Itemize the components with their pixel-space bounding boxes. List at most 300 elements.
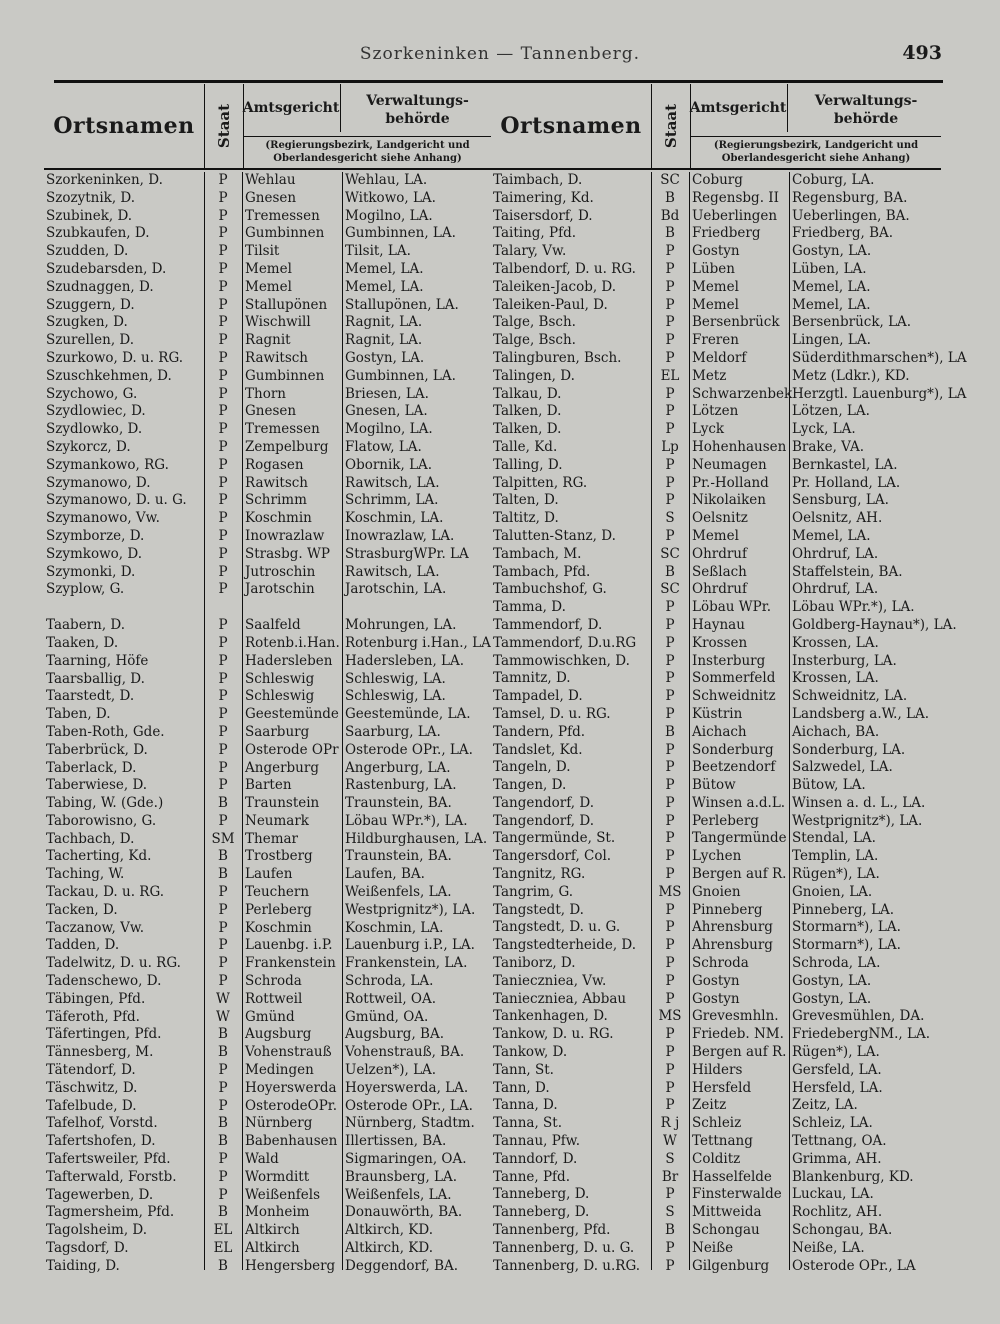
amtsgericht: Löbau WPr. — [692, 599, 771, 616]
verwaltungsbehoerde: Pinneberg, LA. — [792, 901, 895, 918]
state-code: SC — [660, 581, 680, 598]
header-note: (Regierungsbezirk, Landgericht und Oberlandesgericht siehe Anhang) — [244, 136, 491, 166]
table-row — [491, 368, 941, 386]
place-name: Talkau, D. — [493, 385, 562, 402]
table-row — [44, 475, 491, 493]
verwaltungsbehoerde: Tettnang, OA. — [792, 1133, 887, 1150]
state-code: R j — [660, 1115, 680, 1132]
amtsgericht: Angerburg — [245, 759, 319, 776]
place-name: Tann, D. — [493, 1079, 550, 1096]
table-row — [44, 403, 491, 421]
place-name: Taarstedt, D. — [46, 688, 135, 705]
table-row — [44, 1009, 491, 1027]
verwaltungsbehoerde: Gnesen, LA. — [345, 403, 428, 420]
state-code: P — [218, 955, 228, 972]
table-row — [44, 902, 491, 920]
amtsgericht: Ahrensburg — [692, 919, 773, 936]
table-row — [491, 884, 941, 902]
amtsgericht: Ohrdruf — [692, 545, 748, 562]
amtsgericht: Hilders — [692, 1061, 743, 1078]
place-name: Tankenhagen, D. — [493, 1008, 608, 1025]
amtsgericht: Altkirch — [245, 1240, 300, 1257]
place-name: Tangersdorf, Col. — [493, 848, 612, 865]
verwaltungsbehoerde: Sonderburg, LA. — [792, 741, 906, 758]
state-code: P — [665, 349, 675, 366]
verwaltungsbehoerde: Lauenburg i.P., LA. — [345, 937, 475, 954]
amtsgericht: Wormditt — [245, 1168, 310, 1185]
verwaltungsbehoerde: Weißenfels, LA. — [345, 1186, 452, 1203]
state-code: P — [665, 955, 675, 972]
table-row — [44, 1062, 491, 1080]
amtsgericht: Hasselfelde — [692, 1168, 772, 1185]
right-column-table — [491, 84, 967, 1284]
table-row — [491, 653, 941, 671]
place-name: Taarsballig, D. — [46, 670, 145, 687]
table-row — [491, 1186, 941, 1204]
verwaltungsbehoerde: Flatow, LA. — [345, 438, 422, 455]
verwaltungsbehoerde: Mohrungen, LA. — [345, 617, 457, 634]
amtsgericht: Gumbinnen — [245, 367, 325, 384]
state-code: W — [216, 1008, 230, 1025]
table-row — [44, 688, 491, 706]
state-code: Br — [661, 1168, 679, 1185]
state-code: P — [218, 296, 228, 313]
place-name: Szorkeninken, D. — [46, 172, 163, 188]
state-code: P — [665, 777, 675, 794]
verwaltungsbehoerde: Landsberg a.W., LA. — [792, 705, 930, 722]
state-code: P — [218, 243, 228, 260]
table-row — [491, 830, 941, 848]
place-name: Tannenberg, Pfd. — [493, 1222, 611, 1239]
table-header — [491, 84, 941, 170]
table-row — [44, 510, 491, 528]
place-name: Talge, Bsch. — [493, 314, 576, 331]
verwaltungsbehoerde: Rochlitz, AH. — [792, 1204, 883, 1221]
amtsgericht: Finsterwalde — [692, 1186, 782, 1203]
verwaltungsbehoerde: Memel, LA. — [792, 296, 871, 313]
state-code: S — [665, 1204, 675, 1221]
state-code: P — [665, 741, 675, 758]
verwaltungsbehoerde: Saarburg, LA. — [345, 723, 441, 740]
table-row — [491, 297, 941, 315]
place-name: Taberwiese, D. — [46, 777, 148, 794]
amtsgericht: Gostyn — [692, 990, 740, 1007]
amtsgericht: Ohrdruf — [692, 581, 748, 598]
amtsgericht: Strasbg. WP — [245, 545, 330, 562]
state-code: P — [218, 706, 228, 723]
place-name: Szymanowo, D. — [46, 474, 151, 491]
verwaltungsbehoerde: Sensburg, LA. — [792, 492, 889, 509]
table-row — [491, 279, 941, 297]
state-code: P — [218, 314, 228, 331]
place-name: Szugken, D. — [46, 314, 128, 331]
verwaltungsbehoerde: Hadersleben, LA. — [345, 652, 465, 669]
table-row — [44, 208, 491, 226]
table-row — [491, 955, 941, 973]
place-name: Taniborz, D. — [493, 955, 576, 972]
place-name: Tangstedt, D. u. G. — [493, 919, 621, 936]
verwaltungsbehoerde: Illertissen, BA. — [345, 1133, 447, 1150]
verwaltungsbehoerde: Augsburg, BA. — [345, 1026, 444, 1043]
place-name: Talling, D. — [493, 456, 563, 473]
state-code: B — [665, 189, 675, 206]
table-row — [44, 742, 491, 760]
verwaltungsbehoerde: Grimma, AH. — [792, 1150, 882, 1167]
state-code: P — [665, 972, 675, 989]
amtsgericht: Themar — [245, 830, 298, 847]
place-name: Talle, Kd. — [493, 438, 558, 455]
state-code: P — [218, 812, 228, 829]
verwaltungsbehoerde: Ohrdruf, LA. — [792, 545, 879, 562]
table-row — [491, 1204, 941, 1222]
table-row — [44, 831, 491, 849]
amtsgericht: Jutroschin — [245, 563, 316, 580]
state-code: P — [665, 527, 675, 544]
state-code: P — [218, 973, 228, 990]
section-gap — [44, 599, 491, 617]
state-code: P — [218, 777, 228, 794]
table-row — [491, 439, 941, 457]
verwaltungsbehoerde: Traunstein, BA. — [345, 795, 452, 812]
amtsgericht: Hersfeld — [692, 1079, 752, 1096]
state-code: P — [665, 705, 675, 722]
verwaltungsbehoerde: Deggendorf, BA. — [345, 1257, 459, 1274]
amtsgericht: Hoyerswerda — [245, 1079, 337, 1096]
verwaltungsbehoerde: Laufen, BA. — [345, 866, 425, 883]
table-row — [491, 314, 941, 332]
verwaltungsbehoerde: Hersfeld, LA. — [792, 1079, 883, 1096]
state-code: P — [665, 243, 675, 260]
state-code: P — [665, 866, 675, 883]
verwaltungsbehoerde: Gostyn, LA. — [792, 243, 872, 260]
table-row — [491, 546, 941, 564]
place-name: Tanieczniea, Abbau — [493, 990, 627, 1007]
verwaltungsbehoerde: Osterode OPr., LA — [792, 1257, 916, 1274]
place-name: Tammowischken, D. — [493, 652, 630, 669]
verwaltungsbehoerde: Grevesmühlen, DA. — [792, 1008, 925, 1025]
verwaltungsbehoerde: Altkirch, KD. — [345, 1240, 434, 1257]
table-row — [44, 1204, 491, 1222]
table-row — [44, 350, 491, 368]
place-name: Szudden, D. — [46, 243, 129, 260]
state-code: B — [665, 723, 675, 740]
table-row — [491, 706, 941, 724]
table-row — [491, 1258, 941, 1276]
amtsgericht: Schleiz — [692, 1115, 742, 1132]
verwaltungsbehoerde: Gumbinnen, LA. — [345, 225, 456, 242]
header-verwaltungsbehoerde: Verwaltungs-behörde — [366, 93, 469, 127]
state-code: Bd — [660, 207, 680, 224]
table-row — [44, 1258, 491, 1276]
state-code: P — [218, 1151, 228, 1168]
state-code: SM — [211, 830, 235, 847]
verwaltungsbehoerde: Sigmaringen, OA. — [345, 1151, 467, 1168]
table-row — [491, 688, 941, 706]
state-code: B — [218, 1257, 228, 1274]
place-name: Szydlowiec, D. — [46, 403, 146, 420]
verwaltungsbehoerde: Winsen a. d. L., LA. — [792, 794, 926, 811]
amtsgericht: Schwarzenbek — [692, 385, 793, 402]
state-code: B — [665, 1222, 675, 1239]
state-code: B — [218, 1133, 228, 1150]
amtsgericht: Lüben — [692, 260, 735, 277]
state-code: MS — [658, 1008, 682, 1025]
header-ortsnamen: Ortsnamen — [53, 113, 195, 139]
header-ortsnamen: Ortsnamen — [500, 113, 642, 139]
place-name: Tadenschewo, D. — [46, 973, 162, 990]
verwaltungsbehoerde: Frankenstein, LA. — [345, 955, 468, 972]
amtsgericht: Insterburg — [692, 652, 766, 669]
state-code: P — [665, 1239, 675, 1256]
state-code: EL — [213, 1240, 233, 1257]
verwaltungsbehoerde: Stendal, LA. — [792, 830, 876, 847]
amtsgericht: Gnoien — [692, 883, 741, 900]
state-code: P — [218, 527, 228, 544]
table-row — [44, 1098, 491, 1116]
table-row — [44, 172, 491, 190]
verwaltungsbehoerde: Schroda, LA. — [792, 955, 881, 972]
amtsgericht: Ragnit — [245, 332, 291, 349]
place-name: Tadden, D. — [46, 937, 120, 954]
table-row — [44, 777, 491, 795]
amtsgericht: Hohenhausen — [692, 438, 787, 455]
amtsgericht: Gostyn — [692, 243, 740, 260]
verwaltungsbehoerde: Hoyerswerda, LA. — [345, 1079, 469, 1096]
state-code: P — [665, 759, 675, 776]
table-row — [44, 1026, 491, 1044]
state-code: B — [218, 866, 228, 883]
state-code: P — [218, 367, 228, 384]
verwaltungsbehoerde: Lüben, LA. — [792, 260, 867, 277]
place-name: Taaken, D. — [46, 634, 119, 651]
table-row — [491, 1169, 941, 1187]
place-name: Taben, D. — [46, 706, 111, 723]
verwaltungsbehoerde: Zeitz, LA. — [792, 1097, 858, 1114]
amtsgericht: Lychen — [692, 848, 742, 865]
amtsgericht: Neumagen — [692, 456, 767, 473]
verwaltungsbehoerde: StrasburgWPr. LA — [345, 545, 469, 562]
verwaltungsbehoerde: Bütow, LA. — [792, 777, 866, 794]
verwaltungsbehoerde: Memel, LA. — [792, 527, 871, 544]
amtsgericht: Schweidnitz — [692, 688, 776, 705]
state-code: B — [665, 563, 675, 580]
place-name: Tangnitz, RG. — [493, 866, 586, 883]
place-name: Taczanow, Vw. — [46, 919, 145, 936]
place-name: Szydlowko, D. — [46, 421, 143, 438]
state-code: B — [218, 795, 228, 812]
amtsgericht: Hadersleben — [245, 652, 333, 669]
table-row — [44, 937, 491, 955]
state-code: P — [218, 189, 228, 206]
amtsgericht: Tangermünde — [692, 830, 787, 847]
place-name: Szudebarsden, D. — [46, 260, 167, 277]
place-name: Tandslet, Kd. — [493, 741, 583, 758]
amtsgericht: Coburg — [692, 172, 743, 188]
table-row — [44, 225, 491, 243]
state-code: P — [665, 1257, 675, 1274]
verwaltungsbehoerde: Gersfeld, LA. — [792, 1061, 882, 1078]
table-row — [44, 973, 491, 991]
table-row — [491, 225, 941, 243]
table-row — [491, 403, 941, 421]
table-row — [44, 724, 491, 742]
amtsgericht: Schleswig — [245, 670, 315, 687]
state-code: P — [665, 332, 675, 349]
amtsgericht: Koschmin — [245, 919, 312, 936]
verwaltungsbehoerde: Rottweil, OA. — [345, 990, 437, 1007]
amtsgericht: Memel — [692, 278, 739, 295]
verwaltungsbehoerde: Schweidnitz, LA. — [792, 688, 908, 705]
place-name: Taimering, Kd. — [493, 189, 594, 206]
table-row — [491, 670, 941, 688]
state-code: EL — [660, 367, 680, 384]
place-name: Szymanowo, Vw. — [46, 510, 160, 527]
table-row — [44, 760, 491, 778]
amtsgericht: Perleberg — [692, 812, 759, 829]
amtsgericht: Neumark — [245, 812, 309, 829]
state-code: P — [218, 385, 228, 402]
amtsgericht: Aichach — [692, 723, 747, 740]
verwaltungsbehoerde: Schroda, LA. — [345, 973, 434, 990]
amtsgericht: Wald — [245, 1151, 279, 1168]
place-name: Tafelhof, Vorstd. — [46, 1115, 158, 1132]
place-name: Szykorcz, D. — [46, 438, 131, 455]
verwaltungsbehoerde: Salzwedel, LA. — [792, 759, 893, 776]
state-code: P — [665, 296, 675, 313]
place-name: Tangermünde, St. — [493, 830, 616, 847]
state-code: P — [218, 438, 228, 455]
place-name: Szymborze, D. — [46, 527, 145, 544]
amtsgericht: Rogasen — [245, 456, 304, 473]
place-name: Taborowisno, G. — [46, 812, 157, 829]
state-code: P — [665, 385, 675, 402]
verwaltungsbehoerde: Löbau WPr.*), LA. — [792, 599, 915, 616]
verwaltungsbehoerde: Nürnberg, Stadtm. — [345, 1115, 475, 1132]
table-row — [491, 1044, 941, 1062]
verwaltungsbehoerde: Luckau, LA. — [792, 1186, 874, 1203]
amtsgericht: Schongau — [692, 1222, 760, 1239]
place-name: Tanneberg, D. — [493, 1186, 590, 1203]
place-name: Talingen, D. — [493, 367, 575, 384]
verwaltungsbehoerde: Weißenfels, LA. — [345, 884, 452, 901]
verwaltungsbehoerde: Krossen, LA. — [792, 634, 879, 651]
amtsgericht: Gumbinnen — [245, 225, 325, 242]
amtsgericht: Ueberlingen — [692, 207, 778, 224]
table-row — [491, 510, 941, 528]
place-name: Tafterwald, Forstb. — [46, 1168, 177, 1185]
amtsgericht: Bersenbrück — [692, 314, 780, 331]
state-code: P — [218, 349, 228, 366]
table-row — [44, 386, 491, 404]
amtsgericht: Sommerfeld — [692, 670, 776, 687]
table-row — [44, 243, 491, 261]
state-code: P — [218, 723, 228, 740]
state-code: P — [218, 581, 228, 598]
state-code: B — [218, 1044, 228, 1061]
table-row — [491, 1240, 941, 1258]
place-name: Taabern, D. — [46, 617, 126, 634]
table-row — [44, 190, 491, 208]
state-code: P — [665, 314, 675, 331]
place-name: Tanna, St. — [493, 1115, 562, 1132]
state-code: EL — [213, 1222, 233, 1239]
state-code: SC — [660, 172, 680, 188]
place-name: Taltitz, D. — [493, 510, 559, 527]
amtsgericht: Augsburg — [245, 1026, 312, 1043]
amtsgericht: Medingen — [245, 1062, 314, 1079]
verwaltungsbehoerde: Bersenbrück, LA. — [792, 314, 912, 331]
verwaltungsbehoerde: Blankenburg, KD. — [792, 1168, 914, 1185]
table-row — [44, 795, 491, 813]
table-row — [491, 919, 941, 937]
amtsgericht: Lauenbg. i.P. — [245, 937, 333, 954]
amtsgericht: Memel — [245, 260, 292, 277]
place-name: Talken, D. — [493, 403, 562, 420]
amtsgericht: Saalfeld — [245, 617, 301, 634]
place-name: Szymankowo, RG. — [46, 456, 169, 473]
table-row — [491, 1062, 941, 1080]
table-row — [491, 564, 941, 582]
place-name: Szymanowo, D. u. G. — [46, 492, 187, 509]
place-name: Szubkaufen, D. — [46, 225, 150, 242]
state-code: P — [218, 207, 228, 224]
state-code: P — [218, 884, 228, 901]
place-name: Tankow, D. u. RG. — [493, 1026, 614, 1043]
verwaltungsbehoerde: Templin, LA. — [792, 848, 879, 865]
place-name: Tamnitz, D. — [493, 670, 571, 687]
amtsgericht: Tilsit — [245, 243, 280, 260]
state-code: P — [665, 688, 675, 705]
verwaltungsbehoerde: Lötzen, LA. — [792, 403, 870, 420]
table-row — [491, 1151, 941, 1169]
table-row — [491, 742, 941, 760]
verwaltungsbehoerde: Schleswig, LA. — [345, 670, 446, 687]
state-code: P — [665, 812, 675, 829]
amtsgericht: Lyck — [692, 421, 725, 438]
table-header — [44, 84, 491, 170]
table-row — [491, 795, 941, 813]
place-name: Taleiken-Paul, D. — [493, 296, 608, 313]
state-code: B — [218, 1204, 228, 1221]
state-code: P — [218, 332, 228, 349]
verwaltungsbehoerde: Schrimm, LA. — [345, 492, 439, 509]
left-column-table — [44, 84, 491, 1284]
place-name: Tandern, Pfd. — [493, 723, 586, 740]
place-name: Täbingen, Pfd. — [46, 990, 146, 1007]
amtsgericht: Gostyn — [692, 972, 740, 989]
place-name: Taisersdorf, D. — [493, 207, 593, 224]
table-row — [491, 991, 941, 1009]
amtsgericht: Bergen auf R. — [692, 866, 787, 883]
state-code: P — [665, 1186, 675, 1203]
table-row — [491, 421, 941, 439]
amtsgericht: Vohenstrauß — [245, 1044, 332, 1061]
state-code: P — [218, 421, 228, 438]
place-name: Talingburen, Bsch. — [493, 349, 622, 366]
state-code: B — [218, 1115, 228, 1132]
amtsgericht: Neiße — [692, 1239, 734, 1256]
header-verwaltungsbehoerde: Verwaltungs-behörde — [814, 93, 918, 127]
table-row — [491, 902, 941, 920]
amtsgericht: Tremessen — [245, 207, 320, 224]
amtsgericht: Saarburg — [245, 723, 310, 740]
amtsgericht: Memel — [692, 296, 739, 313]
table-row — [44, 368, 491, 386]
verwaltungsbehoerde: Lingen, LA. — [792, 332, 871, 349]
amtsgericht: Hengersberg — [245, 1257, 336, 1274]
state-code: P — [218, 652, 228, 669]
amtsgericht: Küstrin — [692, 705, 743, 722]
